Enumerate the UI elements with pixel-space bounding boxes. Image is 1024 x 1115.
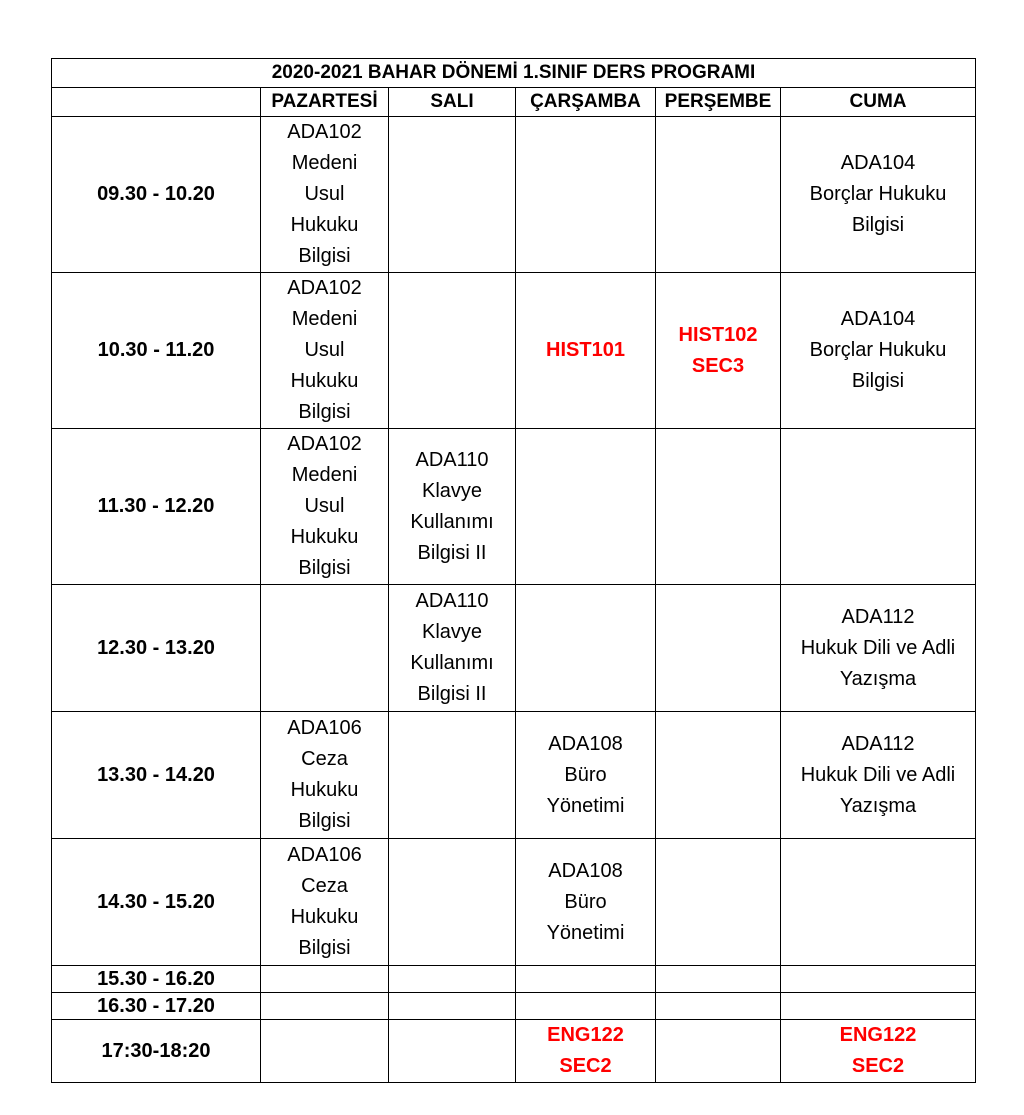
course-cell-monday bbox=[261, 993, 389, 1020]
course-name-line: Kullanımı bbox=[410, 652, 494, 674]
day-header-thursday: PERŞEMBE bbox=[656, 88, 781, 117]
course-cell-tuesday bbox=[389, 1020, 516, 1083]
course-cell-thursday bbox=[656, 117, 781, 273]
time-slot: 16.30 - 17.20 bbox=[52, 993, 261, 1020]
course-cell-thursday bbox=[656, 993, 781, 1020]
course-cell-monday bbox=[261, 117, 389, 273]
course-name-line: Büro bbox=[564, 890, 607, 913]
course-cell-tuesday bbox=[389, 429, 516, 585]
time-slot: 14.30 - 15.20 bbox=[52, 839, 261, 966]
course-cell-wednesday bbox=[516, 993, 656, 1020]
course-cell-monday bbox=[261, 585, 389, 712]
course-name-line: Borçlar Hukuku bbox=[809, 183, 947, 205]
time-slot: 13.30 - 14.20 bbox=[52, 712, 261, 839]
course-name-line: SEC3 bbox=[691, 354, 745, 377]
schedule-row bbox=[52, 429, 976, 585]
course-cell-thursday bbox=[656, 429, 781, 585]
course-code: ADA102 bbox=[287, 277, 362, 299]
course-cell-tuesday bbox=[389, 117, 516, 273]
course-code: HIST101 bbox=[546, 339, 625, 361]
course-name-line: Bilgisi II bbox=[417, 683, 487, 705]
time-slot: 12.30 - 13.20 bbox=[52, 585, 261, 712]
course-cell-monday bbox=[261, 273, 389, 429]
course-cell-friday bbox=[781, 117, 976, 273]
course-name-line: Bilgisi bbox=[298, 557, 351, 579]
course-name-line: Bilgisi bbox=[851, 214, 905, 236]
course-cell-wednesday bbox=[516, 117, 656, 273]
course-name-line: Medeni bbox=[291, 464, 358, 486]
course-cell-tuesday bbox=[389, 993, 516, 1020]
course-cell-wednesday bbox=[516, 712, 656, 839]
day-header-friday: CUMA bbox=[781, 88, 976, 117]
course-name-line: Hukuk Dili ve Adli bbox=[800, 763, 956, 786]
time-slot: 10.30 - 11.20 bbox=[52, 273, 261, 429]
course-name-line: Hukuku bbox=[290, 779, 359, 801]
course-name-line: Bilgisi II bbox=[417, 541, 487, 564]
schedule-row bbox=[52, 1020, 976, 1083]
course-name-line: Klavye bbox=[421, 621, 483, 643]
schedule-row bbox=[52, 712, 976, 839]
schedule-row bbox=[52, 273, 976, 429]
course-cell-wednesday bbox=[516, 273, 656, 429]
day-header-monday: PAZARTESİ bbox=[261, 88, 389, 117]
course-code: ADA104 bbox=[840, 152, 916, 174]
course-name-line: Büro bbox=[564, 763, 607, 786]
course-code: ADA106 bbox=[287, 844, 362, 866]
course-name-line: Yazışma bbox=[839, 794, 917, 817]
course-cell-wednesday bbox=[516, 1020, 656, 1083]
course-cell-monday bbox=[261, 1020, 389, 1083]
course-name-line: Bilgisi bbox=[298, 937, 351, 959]
course-cell-tuesday bbox=[389, 585, 516, 712]
course-cell-monday bbox=[261, 966, 389, 993]
schedule-table bbox=[51, 58, 976, 1083]
course-name-line: Usul bbox=[304, 183, 345, 205]
course-name-line: Medeni bbox=[291, 152, 358, 174]
course-cell-wednesday bbox=[516, 966, 656, 993]
course-name-line: SEC2 bbox=[851, 1055, 905, 1077]
course-code: ADA108 bbox=[548, 732, 623, 755]
course-cell-friday bbox=[781, 839, 976, 966]
course-cell-friday bbox=[781, 712, 976, 839]
course-code: ADA104 bbox=[840, 308, 916, 330]
time-column-header bbox=[52, 88, 261, 117]
course-name-line: Bilgisi bbox=[298, 245, 351, 267]
course-code: ADA110 bbox=[415, 590, 489, 612]
course-cell-tuesday bbox=[389, 966, 516, 993]
course-code: ADA106 bbox=[287, 717, 362, 739]
course-name-line: Bilgisi bbox=[298, 401, 351, 423]
course-name-line: Ceza bbox=[301, 748, 348, 770]
course-cell-thursday bbox=[656, 839, 781, 966]
course-code: ADA112 bbox=[841, 732, 915, 755]
course-cell-friday bbox=[781, 429, 976, 585]
schedule-title: 2020-2021 BAHAR DÖNEMİ 1.SINIF DERS PROGRAMI bbox=[52, 59, 976, 88]
course-cell-friday bbox=[781, 966, 976, 993]
course-name-line: Yönetimi bbox=[546, 921, 625, 944]
course-code: ADA112 bbox=[841, 605, 915, 628]
course-cell-friday bbox=[781, 993, 976, 1020]
course-name-line: Hukuku bbox=[290, 370, 359, 392]
course-cell-tuesday bbox=[389, 712, 516, 839]
course-name-line: Hukuku bbox=[290, 526, 359, 548]
course-cell-thursday bbox=[656, 1020, 781, 1083]
schedule-row bbox=[52, 585, 976, 712]
course-name-line: Borçlar Hukuku bbox=[809, 339, 947, 361]
schedule-row bbox=[52, 966, 976, 993]
course-name-line: Usul bbox=[304, 495, 345, 517]
course-name-line: Usul bbox=[304, 339, 345, 361]
course-name-line: Klavye bbox=[421, 479, 483, 502]
course-cell-wednesday bbox=[516, 429, 656, 585]
course-cell-wednesday bbox=[516, 839, 656, 966]
course-cell-monday bbox=[261, 712, 389, 839]
course-code: HIST102 bbox=[678, 323, 758, 346]
course-cell-monday bbox=[261, 429, 389, 585]
course-name-line: SEC2 bbox=[559, 1055, 612, 1077]
course-code: ENG122 bbox=[839, 1024, 917, 1046]
time-slot: 11.30 - 12.20 bbox=[52, 429, 261, 585]
day-header-wednesday: ÇARŞAMBA bbox=[516, 88, 656, 117]
schedule-row bbox=[52, 993, 976, 1020]
course-name-line: Hukuk Dili ve Adli bbox=[800, 636, 956, 659]
course-cell-thursday bbox=[656, 712, 781, 839]
course-name-line: Kullanımı bbox=[410, 510, 494, 533]
time-slot: 17:30-18:20 bbox=[52, 1020, 261, 1083]
course-name-line: Bilgisi bbox=[851, 370, 905, 392]
schedule-row bbox=[52, 839, 976, 966]
course-name-line: Ceza bbox=[301, 875, 348, 897]
course-code: ADA102 bbox=[287, 121, 362, 143]
course-cell-tuesday bbox=[389, 273, 516, 429]
course-code: ADA102 bbox=[287, 433, 362, 455]
course-cell-friday bbox=[781, 585, 976, 712]
course-cell-friday bbox=[781, 273, 976, 429]
course-cell-tuesday bbox=[389, 839, 516, 966]
schedule-row bbox=[52, 117, 976, 273]
course-code: ENG122 bbox=[547, 1024, 624, 1046]
time-slot: 15.30 - 16.20 bbox=[52, 966, 261, 993]
course-name-line: Medeni bbox=[291, 308, 358, 330]
schedule-sheet bbox=[51, 58, 975, 1083]
time-slot: 09.30 - 10.20 bbox=[52, 117, 261, 273]
course-name-line: Bilgisi bbox=[298, 810, 351, 832]
course-name-line: Hukuku bbox=[290, 214, 359, 236]
day-header-tuesday: SALI bbox=[389, 88, 516, 117]
course-cell-friday bbox=[781, 1020, 976, 1083]
course-code: ADA110 bbox=[415, 448, 489, 471]
course-name-line: Yönetimi bbox=[546, 794, 625, 817]
course-cell-wednesday bbox=[516, 585, 656, 712]
course-name-line: Yazışma bbox=[839, 667, 917, 690]
course-cell-thursday bbox=[656, 273, 781, 429]
course-name-line: Hukuku bbox=[290, 906, 359, 928]
course-cell-thursday bbox=[656, 966, 781, 993]
course-cell-thursday bbox=[656, 585, 781, 712]
course-cell-monday bbox=[261, 839, 389, 966]
course-code: ADA108 bbox=[548, 859, 623, 882]
